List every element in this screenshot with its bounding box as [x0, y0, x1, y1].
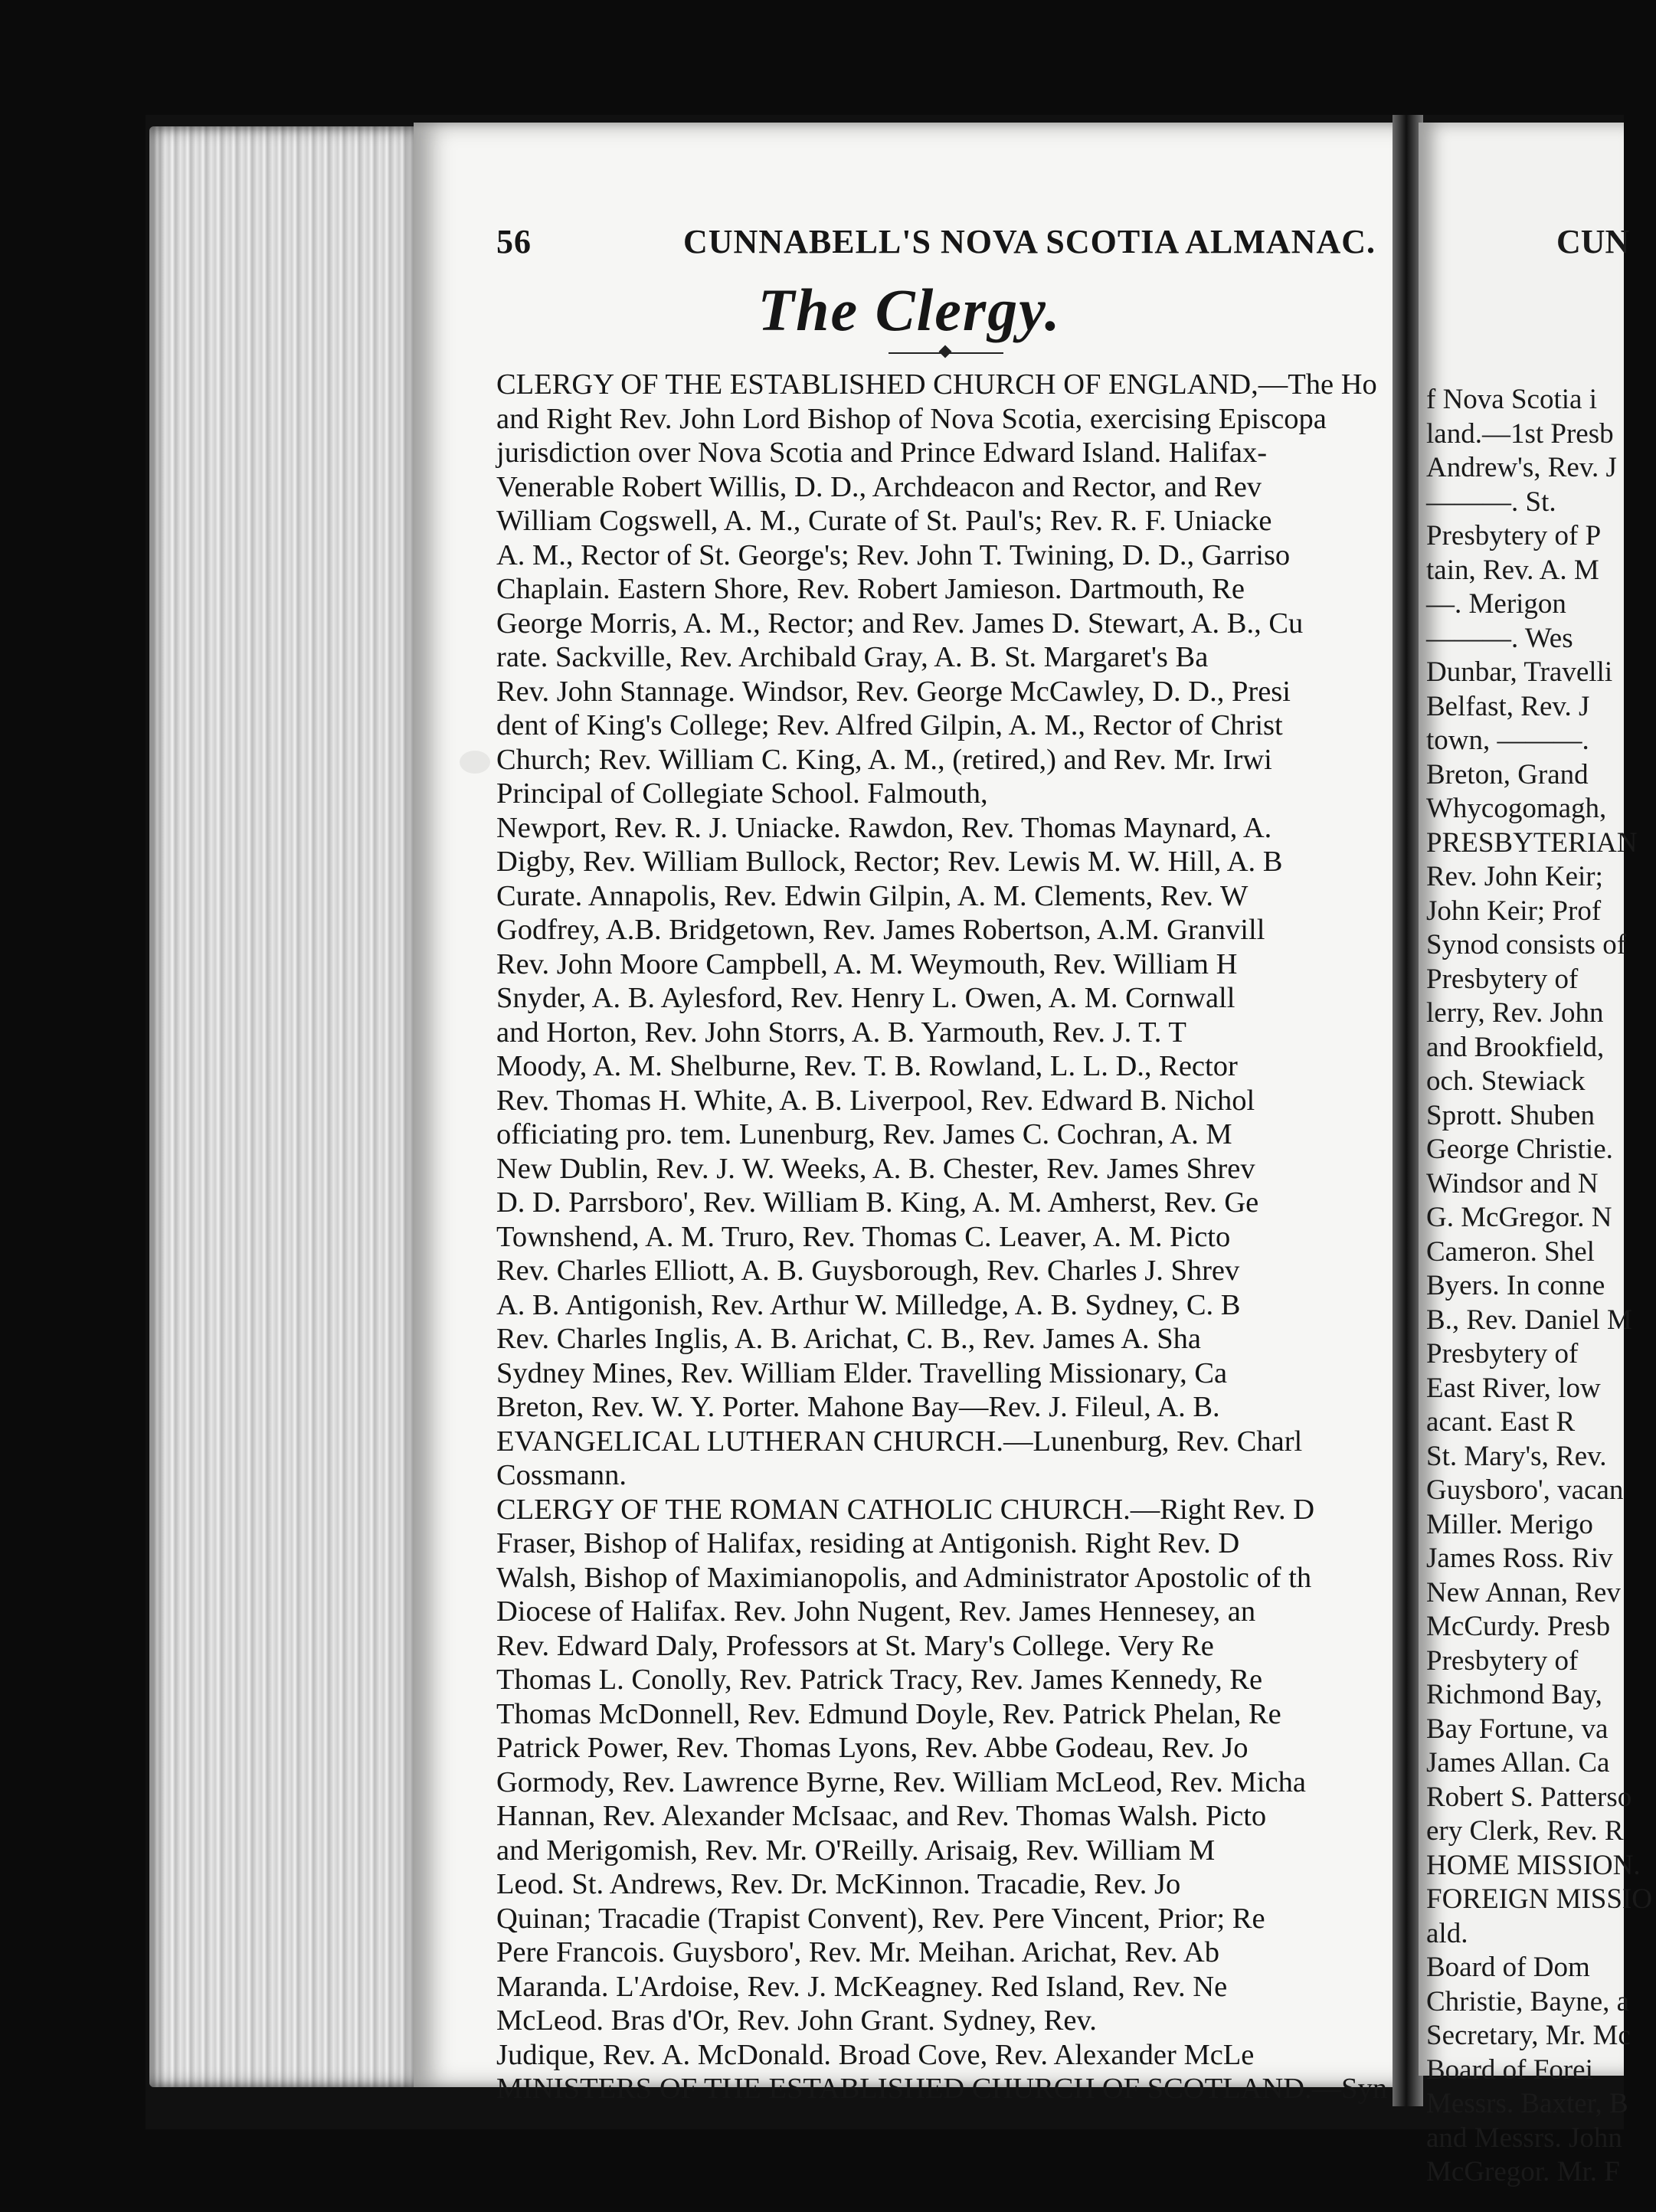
left-page	[414, 123, 1406, 2105]
text-line: Pere Francois. Guysboro', Rev. Mr. Meihan. Arichat, Rev. Ab	[496, 1936, 1219, 1968]
right-text-line: Rev. John Keir;	[1426, 861, 1603, 892]
text-line: Cossmann.	[496, 1459, 627, 1491]
text-line: Judique, Rev. A. McDonald. Broad Cove, Rev. Alexander McLe	[496, 2038, 1255, 2071]
text-line: and Right Rev. John Lord Bishop of Nova Scotia, exercising Episcopa	[496, 402, 1327, 435]
right-text-line: tain, Rev. A. M	[1426, 554, 1599, 586]
text-line: William Cogswell, A. M., Curate of St. Paul's; Rev. R. F. Uniacke	[496, 505, 1272, 537]
text-line: Fraser, Bishop of Halifax, residing at Antigonish. Right Rev. D	[496, 1527, 1240, 1559]
right-text-line: f Nova Scotia i	[1426, 384, 1597, 415]
right-text-line: Belfast, Rev. J	[1426, 690, 1590, 722]
text-line: Godfrey, A.B. Bridgetown, Rev. James Robertson, A.M. Granvill	[496, 914, 1265, 946]
right-text-line: Miller. Merigo	[1426, 1508, 1593, 1540]
page-edges	[149, 126, 425, 2087]
text-line: George Morris, A. M., Rector; and Rev. James D. Stewart, A. B., Cu	[496, 607, 1304, 640]
right-text-line: Robert S. Patterso	[1426, 1781, 1632, 1813]
text-line: Rev. Thomas H. White, A. B. Liverpool, Rev. Edward B. Nichol	[496, 1084, 1255, 1117]
running-title: CUNNABELL'S NOVA SCOTIA ALMANAC.	[683, 223, 1376, 260]
right-text-line: James Ross. Riv	[1426, 1543, 1613, 1574]
text-line: Newport, Rev. R. J. Uniacke. Rawdon, Rev. Thomas Maynard, A.	[496, 811, 1272, 844]
right-text-line: ald.	[1426, 1917, 1468, 1949]
text-line: Diocese of Halifax. Rev. John Nugent, Rev. James Hennesey, an	[496, 1595, 1256, 1628]
right-text-line: Presbytery of	[1426, 1338, 1579, 1369]
right-text-line: Synod consists of	[1426, 929, 1627, 960]
right-text-line: Dunbar, Travelli	[1426, 656, 1613, 688]
text-line: Venerable Robert Willis, D. D., Archdeacon and Rector, and Rev	[496, 470, 1262, 503]
text-line: Principal of Collegiate School. Falmouth,	[496, 777, 988, 810]
right-text-line: HOME MISSION.	[1426, 1849, 1641, 1881]
right-text-line: FOREIGN MISSIO	[1426, 1883, 1653, 1915]
right-text-line: John Keir; Prof	[1426, 895, 1602, 927]
right-text-line: Presbytery of	[1426, 1644, 1579, 1677]
right-text-line: ———. St.	[1426, 486, 1556, 518]
right-text-line: Windsor and N	[1426, 1167, 1599, 1199]
right-text-line: Cameron. Shel	[1426, 1235, 1595, 1268]
right-text-line: Richmond Bay,	[1426, 1679, 1602, 1710]
right-text-line: Andrew's, Rev. J	[1426, 452, 1617, 483]
right-text-line: East River, low	[1426, 1372, 1601, 1404]
right-text-line: Sprott. Shuben	[1426, 1099, 1595, 1131]
right-text-line: acant. East R	[1426, 1406, 1576, 1438]
page-number: 56	[496, 223, 532, 260]
text-line: Thomas L. Conolly, Rev. Patrick Tracy, Rev. James Kennedy, Re	[496, 1664, 1263, 1696]
text-line: Rev. John Moore Campbell, A. M. Weymouth, Rev. William H	[496, 947, 1238, 980]
text-line: Maranda. L'Ardoise, Rev. J. McKeagney. Red Island, Rev. Ne	[496, 1970, 1228, 2003]
text-line: rate. Sackville, Rev. Archibald Gray, A. B. St. Margaret's Ba	[496, 641, 1209, 673]
right-text-line: B., Rev. Daniel M	[1426, 1304, 1632, 1336]
paper-stain	[460, 751, 490, 774]
running-head	[414, 222, 1406, 268]
right-text-line: Whycogomagh,	[1426, 793, 1607, 824]
right-text-line: ———. Wes	[1426, 622, 1573, 654]
text-line: Rev. Charles Inglis, A. B. Arichat, C. B., Rev. James A. Sha	[496, 1323, 1202, 1355]
section-title: The Clergy.	[758, 276, 1062, 343]
text-line: Rev. Edward Daly, Professors at St. Mary's College. Very Re	[496, 1629, 1214, 1662]
text-line: New Dublin, Rev. J. W. Weeks, A. B. Chester, Rev. James Shrev	[496, 1152, 1255, 1185]
text-line: officiating pro. tem. Lunenburg, Rev. James C. Cochran, A. M	[496, 1118, 1232, 1150]
right-text-line: och. Stewiack	[1426, 1065, 1586, 1097]
right-text-line: town, ———.	[1426, 725, 1589, 756]
right-text-line: James Allan. Ca	[1426, 1747, 1610, 1778]
text-line: Hannan, Rev. Alexander McIsaac, and Rev. Thomas Walsh. Picto	[496, 1800, 1267, 1832]
text-line: Townshend, A. M. Truro, Rev. Thomas C. Leaver, A. M. Picto	[496, 1220, 1231, 1253]
text-line: EVANGELICAL LUTHERAN CHURCH.—Lunenburg, Rev. Charl	[496, 1425, 1303, 1458]
right-text-line: lerry, Rev. John	[1426, 997, 1604, 1029]
text-line: Patrick Power, Rev. Thomas Lyons, Rev. Abbe Godeau, Rev. Jo	[496, 1732, 1249, 1764]
text-line: and Merigomish, Rev. Mr. O'Reilly. Arisaig, Rev. William M	[496, 1834, 1216, 1867]
right-text-line: Bay Fortune, va	[1426, 1713, 1609, 1745]
text-line: Sydney Mines, Rev. William Elder. Travelling Missionary, Ca	[496, 1356, 1228, 1389]
text-line: Walsh, Bishop of Maximianopolis, and Administrator Apostolic of th	[496, 1561, 1312, 1594]
text-line: dent of King's College; Rev. Alfred Gilpin, A. M., Rector of Christ	[496, 709, 1283, 741]
text-line: Breton, Rev. W. Y. Porter. Mahone Bay—Rev. J. Fileul, A. B.	[496, 1391, 1220, 1423]
right-text-line: Messrs. Baxter, B	[1426, 2088, 1628, 2119]
text-line: MINISTERS OF THE ESTABLISHED CHURCH OF SCOTLAND.—Syn	[496, 2073, 1388, 2105]
right-text-line: McCurdy. Presb	[1426, 1611, 1611, 1642]
text-line: CLERGY OF THE ROMAN CATHOLIC CHURCH.—Right Rev. D	[496, 1493, 1315, 1526]
right-text-line: Secretary, Mr. Mc	[1426, 2020, 1631, 2051]
right-text-line: St. Mary's, Rev.	[1426, 1440, 1607, 1472]
text-line: Digby, Rev. William Bullock, Rector; Rev. Lewis M. W. Hill, A. B	[496, 846, 1283, 878]
right-page	[1419, 123, 1653, 2187]
right-text-line: —. Merigon	[1426, 588, 1566, 620]
right-text-line: PRESBYTERIAN	[1426, 826, 1638, 859]
right-text-line: Presbytery of P	[1426, 520, 1602, 551]
right-text-line: G. McGregor. N	[1426, 1202, 1612, 1233]
text-line: Leod. St. Andrews, Rev. Dr. McKinnon. Tracadie, Rev. Jo	[496, 1868, 1181, 1900]
text-line: Chaplain. Eastern Shore, Rev. Robert Jamieson. Dartmouth, Re	[496, 573, 1245, 605]
body-text	[496, 368, 1415, 2105]
right-text-line: Board of Forei	[1426, 2053, 1593, 2086]
right-text-line: McGregor. Mr. F	[1426, 2156, 1620, 2187]
text-line: CLERGY OF THE ESTABLISHED CHURCH OF ENGLAND,—The Ho	[496, 368, 1377, 401]
right-text-line: Guysboro', vacan	[1426, 1474, 1624, 1506]
text-line: A. B. Antigonish, Rev. Arthur W. Milledge, A. B. Sydney, C. B	[496, 1288, 1241, 1321]
right-text-line: land.—1st Presb	[1426, 417, 1614, 450]
right-text-line: Breton, Grand	[1426, 758, 1589, 790]
text-line: D. D. Parrsboro', Rev. William B. King, A. M. Amherst, Rev. Ge	[496, 1186, 1259, 1219]
right-text-line: and Messrs. John	[1426, 2122, 1622, 2154]
right-text-line: Byers. In conne	[1426, 1270, 1605, 1301]
right-text-line: George Christie.	[1426, 1134, 1613, 1165]
text-line: Church; Rev. William C. King, A. M., (retired,) and Rev. Mr. Irwi	[496, 743, 1272, 776]
right-running-title: CUN	[1556, 223, 1630, 260]
text-line: Thomas McDonnell, Rev. Edmund Doyle, Rev. Patrick Phelan, Re	[496, 1697, 1281, 1730]
text-line: Gormody, Rev. Lawrence Byrne, Rev. William McLeod, Rev. Micha	[496, 1765, 1306, 1798]
text-line: Curate. Annapolis, Rev. Edwin Gilpin, A. M. Clements, Rev. W	[496, 879, 1249, 912]
right-text-line: and Brookfield,	[1426, 1031, 1605, 1063]
text-line: and Horton, Rev. John Storrs, A. B. Yarmouth, Rev. J. T. T	[496, 1016, 1186, 1049]
text-line: Rev. Charles Elliott, A. B. Guysborough, Rev. Charles J. Shrev	[496, 1255, 1240, 1287]
right-text-line: Presbytery of	[1426, 963, 1579, 995]
text-line: jurisdiction over Nova Scotia and Prince Edward Island. Halifax-	[496, 437, 1268, 469]
text-line: Snyder, A. B. Aylesford, Rev. Henry L. Owen, A. M. Cornwall	[496, 982, 1235, 1014]
right-text-line: New Annan, Rev	[1426, 1576, 1621, 1608]
right-text-line: ery Clerk, Rev. R	[1426, 1815, 1624, 1847]
text-line: Moody, A. M. Shelburne, Rev. T. B. Rowland, L. L. D., Rector	[496, 1050, 1238, 1082]
title-rule-ornament	[939, 345, 952, 358]
text-line: Quinan; Tracadie (Trapist Convent), Rev. Pere Vincent, Prior; Re	[496, 1902, 1265, 1935]
right-text-line: Christie, Bayne, a	[1426, 1985, 1630, 2017]
text-line: Rev. John Stannage. Windsor, Rev. George McCawley, D. D., Presi	[496, 675, 1291, 708]
right-body-text	[1426, 383, 1656, 2190]
text-line: McLeod. Bras d'Or, Rev. John Grant. Sydney, Rev.	[496, 2004, 1097, 2037]
text-line: A. M., Rector of St. George's; Rev. John T. Twining, D. D., Garriso	[496, 538, 1291, 571]
right-text-line: Board of Dom	[1426, 1952, 1590, 1983]
